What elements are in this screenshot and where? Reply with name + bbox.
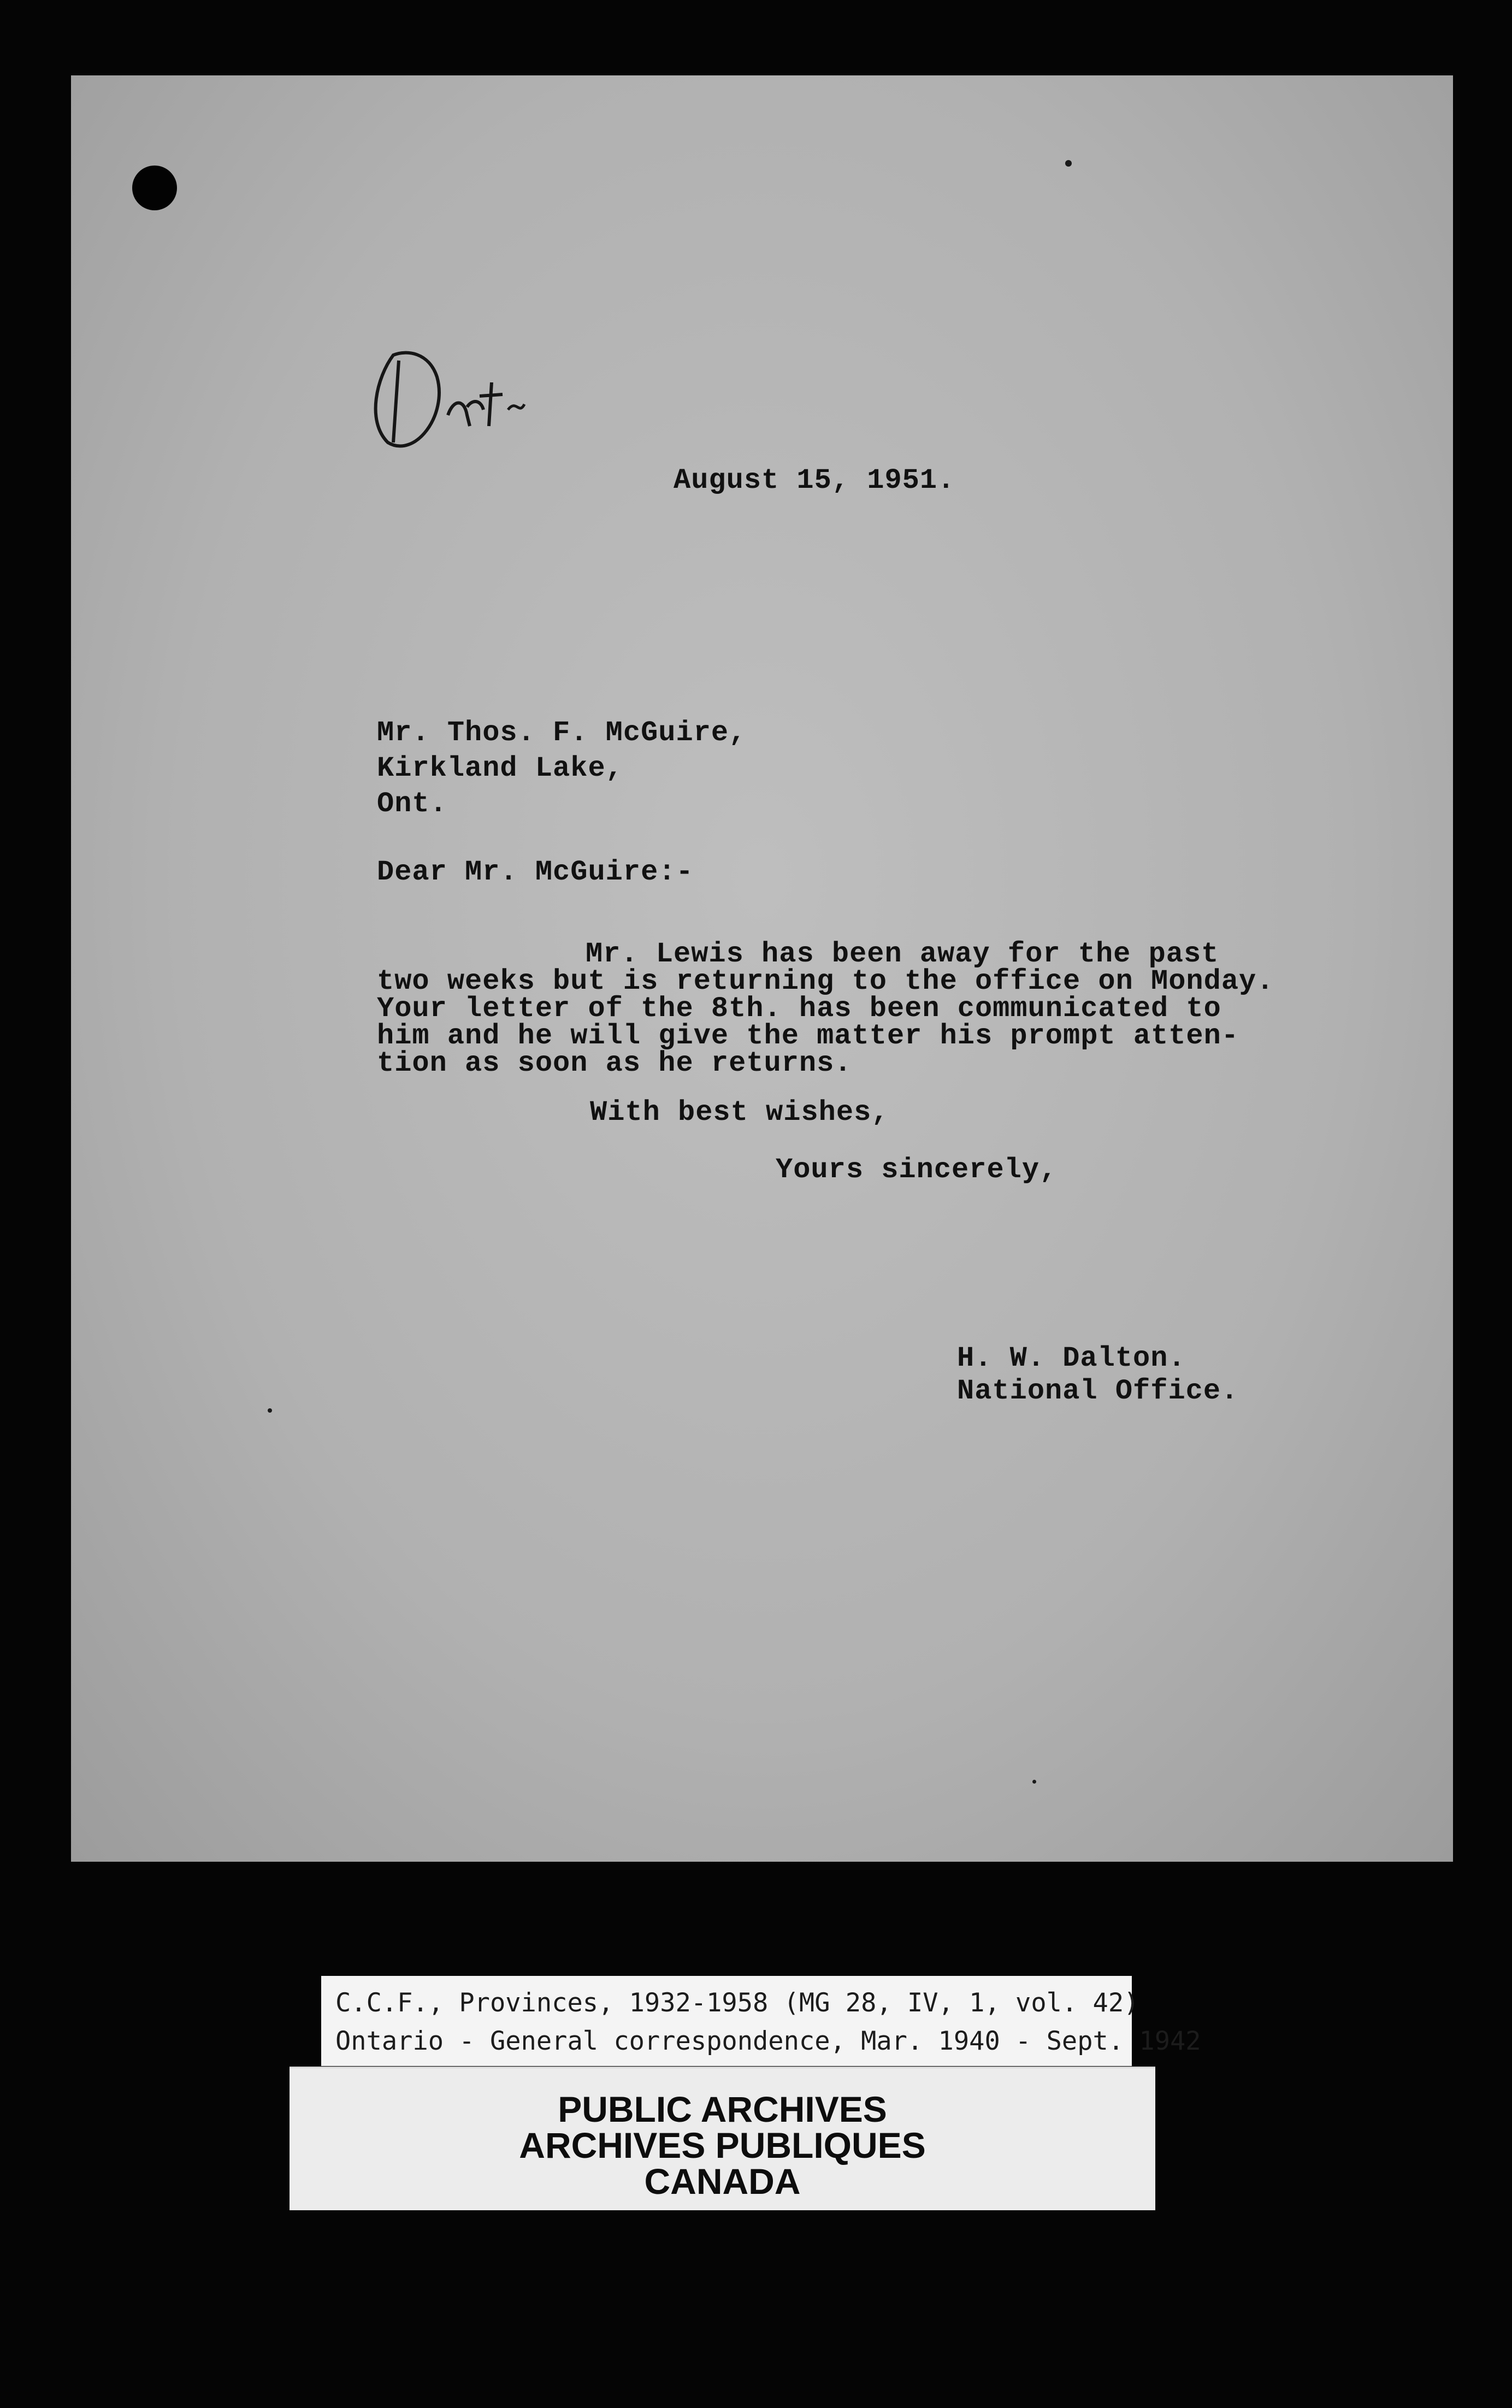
archive-reference-label <box>321 1976 1201 2066</box>
stamp-line: CANADA <box>644 2161 801 2202</box>
body-line: Your letter of the 8th. has been communicated to <box>377 993 1221 1025</box>
signature-name: H. W. Dalton. <box>957 1342 1186 1374</box>
closing-wishes: With best wishes, <box>590 1096 889 1129</box>
paper-speck <box>268 1408 272 1413</box>
letter-page <box>71 75 1453 1862</box>
paper-speck <box>1032 1780 1036 1784</box>
recipient-line: Kirkland Lake, <box>377 752 623 784</box>
archive-reference-line: C.C.F., Provinces, 1932-1958 (MG 28, IV, 1, vol. 42) <box>335 1988 1139 2018</box>
archives-stamp <box>290 2067 1155 2210</box>
stamp-line: PUBLIC ARCHIVES <box>558 2089 887 2129</box>
body-line: tion as soon as he returns. <box>377 1047 852 1079</box>
stamp-line: ARCHIVES PUBLIQUES <box>519 2125 926 2165</box>
body-line: Mr. Lewis has been away for the past <box>586 938 1219 970</box>
paper-speck <box>1065 160 1072 167</box>
closing: Yours sincerely, <box>776 1154 1058 1186</box>
handwritten-note <box>355 333 535 464</box>
recipient-line: Ont. <box>377 788 447 820</box>
archive-reference-line: Ontario - General correspondence, Mar. 1940 - Sept. 1942 <box>335 2026 1201 2056</box>
body-line: two weeks but is returning to the office on Monday. <box>377 965 1274 998</box>
salutation: Dear Mr. McGuire:- <box>377 856 694 888</box>
recipient-line: Mr. Thos. F. McGuire, <box>377 717 747 749</box>
signature-office: National Office. <box>957 1375 1239 1407</box>
punch-hole <box>132 166 177 210</box>
letter-date: August 15, 1951. <box>674 464 955 497</box>
body-line: him and he will give the matter his prompt atten- <box>377 1020 1239 1052</box>
